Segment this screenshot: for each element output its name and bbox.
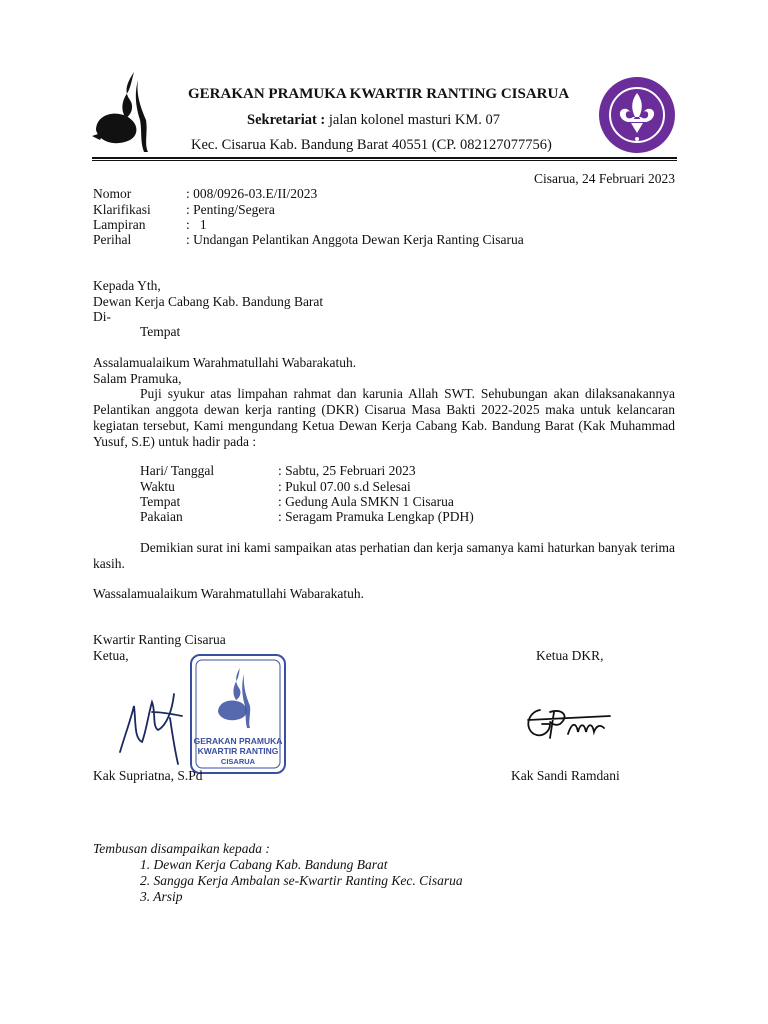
meta-value-nomor: : 008/0926-03.E/II/2023 [186,186,318,201]
event-label-time: Waktu [140,479,175,494]
sekretariat-value: jalan kolonel masturi KM. 07 [328,112,501,128]
body-paragraph-1-text: Puji syukur atas limpahan rahmat dan karunia Allah SWT. Sehubungan akan dilaksanakannya Pelantikan anggota dewan kerja ranting (DKR) Cisarua Masa Bakti 2022-2025 maka untuk kelancaran kegiatan tersebut, Kami mengundang Ketua Dewan Kerja Cabang Kab. Bandung Barat (Kak Muhammad Yusuf, S.E) untuk hadir pada : [93,386,675,449]
signature-org: Kwartir Ranting Cisarua [93,632,226,647]
event-value-time: : Pukul 07.00 s.d Selesai [278,479,411,494]
stamp-line-1: GERAKAN PRAMUKA [193,736,283,746]
sekretariat-label: Sekretariat : [247,112,326,128]
org-name: GERAKAN PRAMUKA KWARTIR RANTING CISARUA [188,86,570,102]
event-label-place: Tempat [140,494,181,509]
event-value-attire: : Seragam Pramuka Lengkap (PDH) [278,509,474,524]
signature-right-title: Ketua DKR, [536,648,604,663]
meta-value-lampiran: : 1 [186,217,207,232]
recipient-line-3: Di- [93,309,111,324]
event-label-date: Hari/ Tanggal [140,463,215,478]
event-value-place: : Gedung Aula SMKN 1 Cisarua [278,494,454,509]
tembusan-item: 2. Sangga Kerja Ambalan se-Kwartir Ranting Kec. Cisarua [140,873,463,888]
meta-label-lampiran: Lampiran [93,217,146,232]
meta-value-klarifikasi: : Penting/Segera [186,202,275,217]
signature-right [520,698,620,748]
sekretariat-line [247,112,500,128]
body-paragraph-2-text: Demikian surat ini kami sampaikan atas perhatian dan kerja samanya kami haturkan banyak terima kasih. [93,540,675,571]
meta-value-perihal: : Undangan Pelantikan Anggota Dewan Kerja Ranting Cisarua [186,232,524,247]
tembusan-heading: Tembusan disampaikan kepada : [93,841,270,856]
meta-label-nomor: Nomor [93,186,132,201]
signature-right-name: Kak Sandi Ramdani [511,768,620,783]
closing-salam: Wassalamualaikum Warahmatullahi Wabarakatuh. [93,586,365,601]
header-rule [92,157,677,159]
event-value-date: : Sabtu, 25 Februari 2023 [278,463,416,478]
official-stamp [188,652,288,776]
recipient-line-1: Kepada Yth, [93,278,161,293]
greeting-salam: Assalamualaikum Warahmatullahi Wabarakatuh. [93,355,357,370]
recipient-line-2: Dewan Kerja Cabang Kab. Bandung Barat [93,294,324,309]
scout-emblem-icon [597,75,677,155]
tunas-kelapa-logo-icon [90,70,152,154]
signature-left-name: Kak Supriatna, S.Pd [93,768,203,783]
signature-left-title: Ketua, [93,648,129,663]
tembusan-item: 1. Dewan Kerja Cabang Kab. Bandung Barat [140,857,388,872]
stamp-line-2: KWARTIR RANTING [197,746,279,756]
tembusan-item: 3. Arsip [140,889,183,904]
signature-left [112,682,192,766]
meta-label-perihal: Perihal [93,232,132,247]
event-label-attire: Pakaian [140,509,183,524]
org-address: Kec. Cisarua Kab. Bandung Barat 40551 (CP. 082127077756) [191,137,552,153]
greeting-pramuka: Salam Pramuka, [93,371,182,386]
body-paragraph-2 [93,540,675,572]
letter-date: Cisarua, 24 Februari 2023 [534,171,675,186]
stamp-line-3: CISARUA [220,757,256,766]
body-paragraph-1 [93,386,675,450]
recipient-line-4: Tempat [140,324,181,339]
header-rule-thin [92,160,677,161]
meta-label-klarifikasi: Klarifikasi [93,202,151,217]
